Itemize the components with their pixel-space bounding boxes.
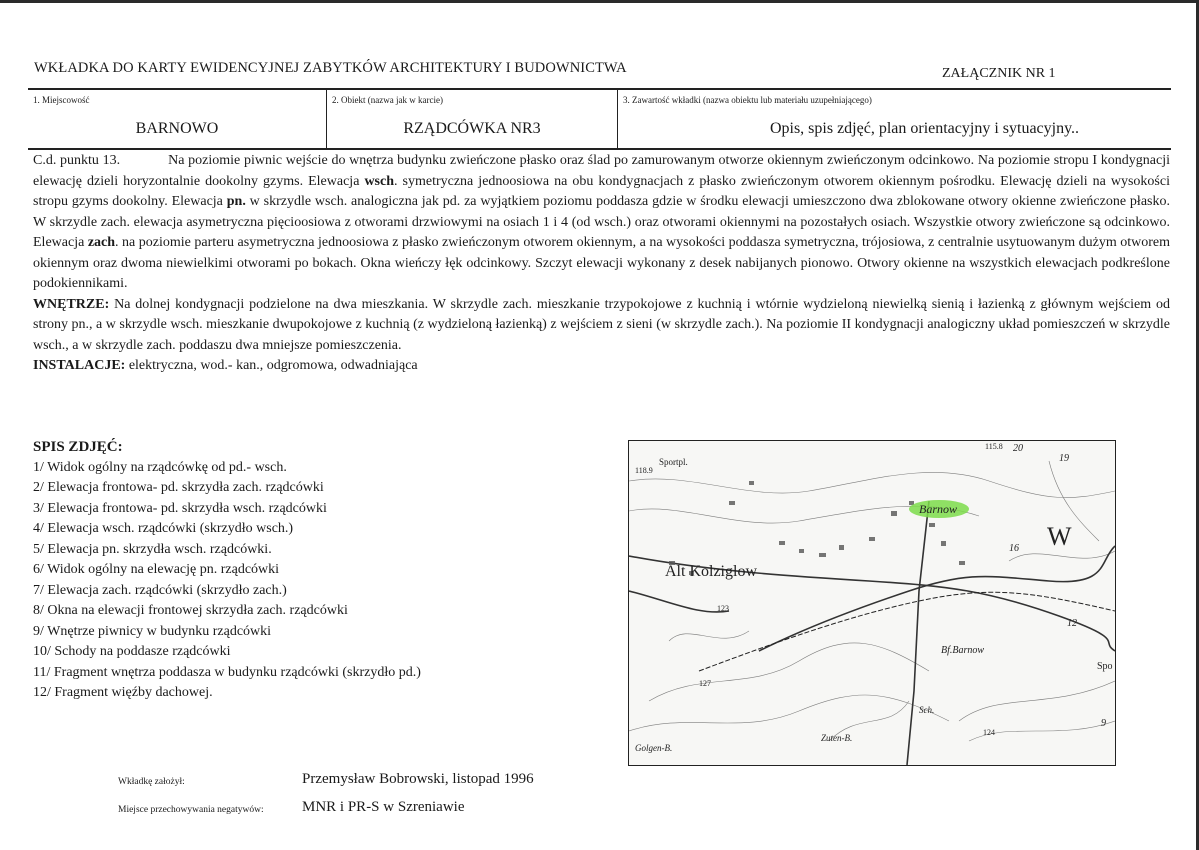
storage-label: Miejsce przechowywania negatywów:: [118, 805, 264, 815]
photo-item: 7/ Elewacja zach. rządcówki (skrzydło zach.): [33, 582, 287, 598]
map-label-sport: Sportpl.: [659, 457, 688, 467]
map-label-118: 118.9: [635, 466, 653, 475]
photo-item: 3/ Elewacja frontowa- pd. skrzydła wsch. rządcówki: [33, 500, 327, 516]
map-label-barnow: Barnow: [919, 502, 958, 516]
map-label-20: 20: [1013, 443, 1023, 454]
orientation-map: [628, 440, 1116, 766]
object-value: RZĄDCÓWKA NR3: [403, 120, 541, 137]
photo-item: 12/ Fragment więźby dachowej.: [33, 685, 213, 700]
header-cell-locality: [28, 90, 326, 148]
header-cell-object: [326, 90, 617, 148]
photo-item: 10/ Schody na poddasze rządcówki: [33, 644, 231, 659]
map-label-124: 124: [983, 728, 995, 737]
map-label-123: 123: [717, 604, 729, 613]
interior-label: WNĘTRZE:: [33, 296, 110, 312]
photo-item: 8/ Okna na elewacji frontowej skrzydła zach. rządcówki: [33, 603, 348, 618]
contents-label: 3. Zawartość wkładki (nazwa obiektu lub materiału uzupełniającego): [623, 95, 872, 105]
annex-number: ZAŁĄCZNIK NR 1: [942, 66, 1056, 81]
locality-label: 1. Miejscowość: [33, 95, 90, 105]
photo-item: 2/ Elewacja frontowa- pd. skrzydła zach. rządcówki: [33, 480, 324, 495]
interior-paragraph: WNĘTRZE: Na dolnej kondygnacji podzielone na dwa mieszkania. W skrzydle zach. mieszkanie trzypokojowe z kuchnią i wtórnie wydzieloną niewielką sienią i łazienką z głównym wejściem od strony pn., a w skrzydle wsch. mieszkanie dwupokojowe z kuchnią (z wydzieloną łazienką) z wejściem z sieni (w skrzydle zach.). Na poziomie II kondygnacji analogiczny układ pomieszczeń w skrzydle wsch., a w skrzydle zach. poddaszu dwa mniejsze pomieszczenia.: [33, 296, 1170, 353]
map-label-zuten: Zuten-B.: [821, 733, 853, 743]
map-label-115: 115.8: [985, 442, 1003, 451]
storage-value: MNR i PR-S w Szreniawie: [302, 799, 465, 815]
header-cell-contents: [617, 90, 1171, 148]
photo-item: 6/ Widok ogólny na elewację pn. rządcówki: [33, 562, 280, 577]
map-label-alt: Alt Kolziglow: [665, 563, 757, 580]
photo-item: 4/ Elewacja wsch. rządcówki (skrzydło wsch.): [33, 521, 294, 536]
intro-prefix: C.d. punktu 13.: [33, 153, 121, 168]
object-label: 2. Obiekt (nazwa jak w karcie): [332, 95, 443, 105]
exterior-paragraph: C.d. punktu 13. Na poziomie piwnic wejście do wnętrza budynku zwieńczone płasko oraz ślad po zamurowanym otworze okiennym zwieńczonym odcinkowo. Na poziomie stropu I kondygnacji elewację dzieli horyzontalnie dookolny gzyms. Elewacja wsch. symetryczna jednoosiowa na obu kondygnacjach z płasko zwieńczonym otworem okiennym pośrodku. Elewację dzieli na wysokości stropu gzyms dookolny. Elewacja pn. w skrzydle wsch. analogiczna jak pd. za wyjątkiem poziomu poddasza gdzie w środku elewacji umieszczono dwa zblokowane otwory okienne zwieńczone płasko. W skrzydle zach. elewacja asymetryczna pięcioosiowa z otworami drzwiowymi na osiach 1 i 4 (od wsch.) oraz otworami okiennymi na pozostałych osiach. Wszystkie otwory zwieńczone są odcinkowo. Elewacja zach. na poziomie parteru asymetryczna jednoosiowa z płasko zwieńczonym otworem okiennym, a na wysokości poddasza symetryczna, trójosiowa, z centralnie usytuowanym dużym otworem okiennym oraz dwoma niewielkimi otworami po bokach. Okna wieńczy łęk odcinkowy. Szczyt elewacji wykonany z desek nabijanych pionowo. Otwory okienne na wszystkich elewacjach podkreślone podokiennikami.: [33, 153, 1170, 291]
map-label-spo: Spo: [1097, 661, 1113, 672]
locality-value: BARNOWO: [135, 120, 219, 137]
header-table: [28, 88, 1171, 150]
founder-value: Przemysław Bobrowski, listopad 1996: [302, 771, 534, 787]
map-label-sch: Sch.: [919, 705, 935, 715]
map-label-w: W: [1047, 522, 1072, 551]
map-label-golgen: Golgen-B.: [635, 743, 673, 753]
map-label-127: 127: [699, 679, 711, 688]
photo-item: 9/ Wnętrze piwnicy w budynku rządcówki: [33, 623, 272, 639]
contents-value: Opis, spis zdjęć, plan orientacyjny i sytuacyjny..: [769, 120, 1080, 137]
page-top-border: [0, 0, 1199, 3]
description-text: [33, 151, 1170, 377]
map-label-bf: Bf.Barnow: [941, 645, 985, 656]
map-drawing: [629, 441, 1115, 765]
installations-paragraph: INSTALACJE: elektryczna, wod.- kan., odgromowa, odwadniająca: [33, 358, 418, 373]
document-title: WKŁADKA DO KARTY EWIDENCYJNEJ ZABYTKÓW ARCHITEKTURY I BUDOWNICTWA: [34, 60, 627, 76]
map-label-9: 9: [1101, 718, 1106, 729]
founder-label: Wkładkę założył:: [118, 777, 185, 787]
photo-item: 1/ Widok ogólny na rządcówkę od pd.- wsch.: [33, 459, 287, 475]
installations-label: INSTALACJE:: [33, 358, 126, 373]
map-label-19: 19: [1059, 453, 1069, 464]
map-label-12: 12: [1067, 618, 1077, 629]
photo-list: [33, 437, 421, 704]
photo-item: 5/ Elewacja pn. skrzydła wsch. rządcówki.: [33, 541, 272, 557]
photo-list-title: SPIS ZDJĘĆ:: [33, 439, 123, 455]
photo-item: 11/ Fragment wnętrza poddasza w budynku rządcówki (skrzydło pd.): [33, 664, 421, 680]
map-label-16: 16: [1009, 543, 1019, 554]
